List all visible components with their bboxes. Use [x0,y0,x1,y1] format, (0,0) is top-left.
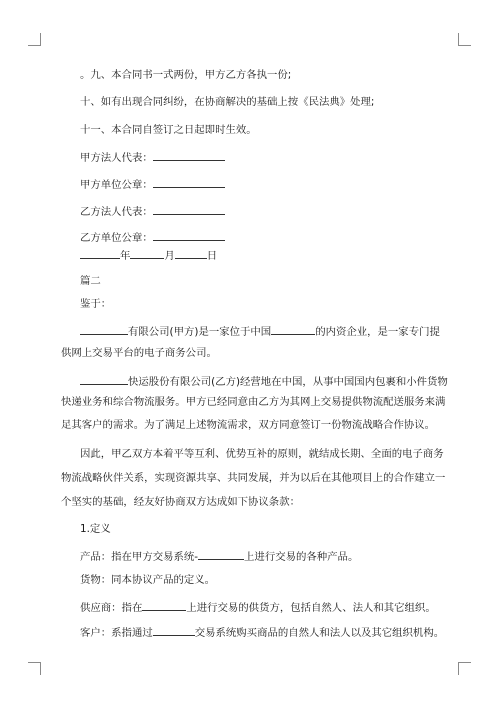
month-label: 月 [164,250,175,262]
paragraph-text: 的内资企业，是一家专门提 [315,326,440,338]
platform-blank [153,624,195,636]
paragraph-text: 供应商：指在 [80,602,143,614]
clause-nine: 。九、本合同书一式两份，甲方乙方各执一份; [80,69,292,81]
location-blank [271,323,315,335]
clause-ten: 十、如有出现合同纠纷，在协商解决的基础上按《民法典》处理; [80,96,375,108]
clause-eleven: 十一、本合同自签订之日起即时生效。 [80,124,257,136]
paragraph-text: 有限公司(甲方)是一家位于中国 [128,326,272,338]
paragraph-text: 上进行交易的各种产品。 [244,551,359,563]
paragraph-party-b-line2: 快递业务和综合物流服务。甲方已经同意由乙方为其网上交易提供物流配送服务来满 [61,396,446,408]
crop-mark-bottom-right [458,662,471,675]
crop-mark-bottom-left [28,662,41,675]
definition-goods: 货物：同本协议产品的定义。 [80,574,216,586]
year-label: 年 [120,250,131,262]
year-blank [80,247,120,259]
signature-label: 甲方法人代表： [80,152,153,164]
date-line [80,247,217,263]
signature-line-a-rep [80,149,225,165]
signature-line-a-seal [80,176,225,192]
definitions-heading: 1.定义 [80,523,111,535]
signature-label: 甲方单位公章： [80,179,153,191]
signature-blank [153,203,225,215]
signature-label: 乙方法人代表： [80,206,153,218]
definition-product [80,548,358,564]
paragraph-party-b-line3: 足其客户的需求。为了满足上述物流需求，双方同意签订一份物流战略合作协议。 [61,419,436,431]
paragraph-party-a-line1 [80,323,440,339]
paragraph-text: 产品：指在甲方交易系统- [80,551,199,563]
signature-blank [153,176,225,188]
paragraph-therefore-line2: 物流战略伙伴关系，实现资源共享、共同发展，并为以后在其他项目上的合作建立一 [61,472,446,484]
company-name-blank [80,373,128,385]
paragraph-party-a-line2: 供网上交易平台的电子商务公司。 [61,347,217,359]
signature-line-b-seal [80,229,225,245]
signature-blank [153,229,225,241]
month-blank [130,247,164,259]
definition-customer [80,624,444,640]
whereas-heading: 鉴于： [80,298,112,310]
crop-mark-top-right [458,33,471,46]
company-name-blank [80,323,128,335]
paragraph-text: 上进行交易的供货方，包括自然人、法人和其它组织。 [186,602,436,614]
section-heading: 篇二 [80,275,101,287]
paragraph-party-b-line1 [80,373,448,389]
day-label: 日 [206,250,218,262]
signature-blank [153,149,225,161]
paragraph-text: 快运股份有限公司(乙方)经营地在中国，从事中国国内包裹和小件货物 [128,376,448,388]
day-blank [175,247,207,259]
platform-blank [142,599,186,611]
paragraph-text: 交易系统购买商品的自然人和法人以及其它组织机构。 [194,627,445,639]
definition-supplier [80,599,436,615]
signature-label: 乙方单位公章： [80,232,153,244]
system-name-blank [198,548,244,560]
paragraph-text: 客户：系指通过 [80,627,153,639]
crop-mark-top-left [28,33,41,46]
paragraph-therefore-line3: 个坚实的基础，经友好协商双方达成如下协议条款： [61,496,300,508]
paragraph-therefore-line1: 因此，甲乙双方本着平等互利、优势互补的原则，就结成长期、全面的电子商务 [80,448,444,460]
signature-line-b-rep [80,203,225,219]
